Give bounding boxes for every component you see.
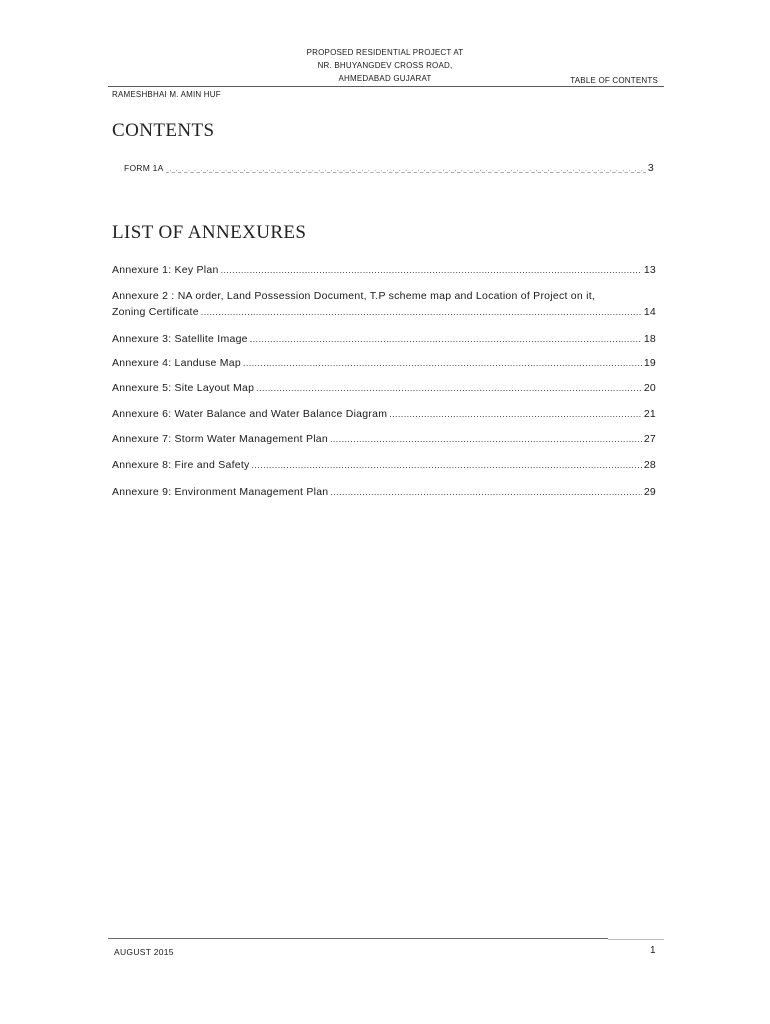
toc-leader-dots <box>250 333 642 345</box>
toc-entry-annexure-3[interactable] <box>112 333 656 345</box>
toc-entry-annexure-6[interactable] <box>112 408 656 420</box>
header-line: AHMEDABAD GUJARAT <box>338 74 432 83</box>
toc-entry-annexure-8[interactable] <box>112 459 656 471</box>
toc-leader-dots <box>166 163 646 173</box>
toc-entry-annexure-5[interactable] <box>112 382 656 394</box>
toc-leader-dots <box>256 382 642 394</box>
toc-leader-dots <box>243 357 642 369</box>
toc-entry-label: Annexure 9: Environment Management Plan <box>112 486 329 498</box>
toc-entry-page: 21 <box>643 408 656 420</box>
toc-entry-label: FORM 1A <box>124 163 164 173</box>
toc-entry-page: 18 <box>643 333 656 345</box>
toc-entry-page: 27 <box>643 433 656 445</box>
toc-entry-annexure-9[interactable] <box>112 486 656 498</box>
toc-entry-page: 20 <box>643 382 656 394</box>
footer-rule <box>108 938 608 939</box>
contents-heading: CONTENTS <box>112 120 215 141</box>
toc-entry-label: Annexure 6: Water Balance and Water Balance Diagram <box>112 408 388 420</box>
toc-entry-page: 28 <box>643 459 656 471</box>
header-line: NR. BHUYANGDEV CROSS ROAD, <box>317 61 453 70</box>
toc-entry-page: 19 <box>643 357 656 369</box>
toc-entry-annexure-2-line1[interactable]: Annexure 2 : NA order, Land Possession Document, T.P scheme map and Location of Project on it, <box>112 290 596 302</box>
toc-leader-dots <box>252 459 642 471</box>
header-section: TABLE OF CONTENTS <box>570 76 658 85</box>
toc-entry-page: 14 <box>643 306 656 318</box>
header-line: PROPOSED RESIDENTIAL PROJECT AT <box>306 48 464 57</box>
header-rule <box>108 86 664 87</box>
toc-leader-dots <box>201 306 642 318</box>
toc-leader-dots <box>221 264 642 276</box>
toc-entry-label: Annexure 5: Site Layout Map <box>112 382 255 394</box>
page-number: 1 <box>650 945 656 956</box>
toc-entry-label: Zoning Certificate <box>112 306 199 318</box>
toc-entry-annexure-7[interactable] <box>112 433 656 445</box>
toc-entry-annexure-1[interactable] <box>112 264 656 276</box>
footer-rule-light <box>608 939 664 940</box>
toc-entry-page: 13 <box>643 264 656 276</box>
toc-entry-page: 29 <box>643 486 656 498</box>
toc-entry-annexure-2[interactable] <box>112 306 656 318</box>
toc-leader-dots <box>330 433 642 445</box>
toc-entry-label: Annexure 3: Satellite Image <box>112 333 248 345</box>
footer-date: AUGUST 2015 <box>114 947 174 957</box>
toc-entry-form-1a[interactable] <box>124 162 654 174</box>
toc-entry-label: Annexure 7: Storm Water Management Plan <box>112 433 328 445</box>
header-project-title <box>240 46 530 85</box>
toc-entry-annexure-4[interactable] <box>112 357 656 369</box>
toc-leader-dots <box>330 486 641 498</box>
toc-entry-label: Annexure 1: Key Plan <box>112 264 219 276</box>
toc-leader-dots <box>389 408 642 420</box>
toc-entry-label: Annexure 8: Fire and Safety <box>112 459 250 471</box>
toc-entry-label: Annexure 4: Landuse Map <box>112 357 241 369</box>
toc-entry-page: 3 <box>647 162 654 174</box>
annexures-heading: LIST OF ANNEXURES <box>112 222 307 243</box>
header-owner: RAMESHBHAI M. AMIN HUF <box>112 90 221 99</box>
